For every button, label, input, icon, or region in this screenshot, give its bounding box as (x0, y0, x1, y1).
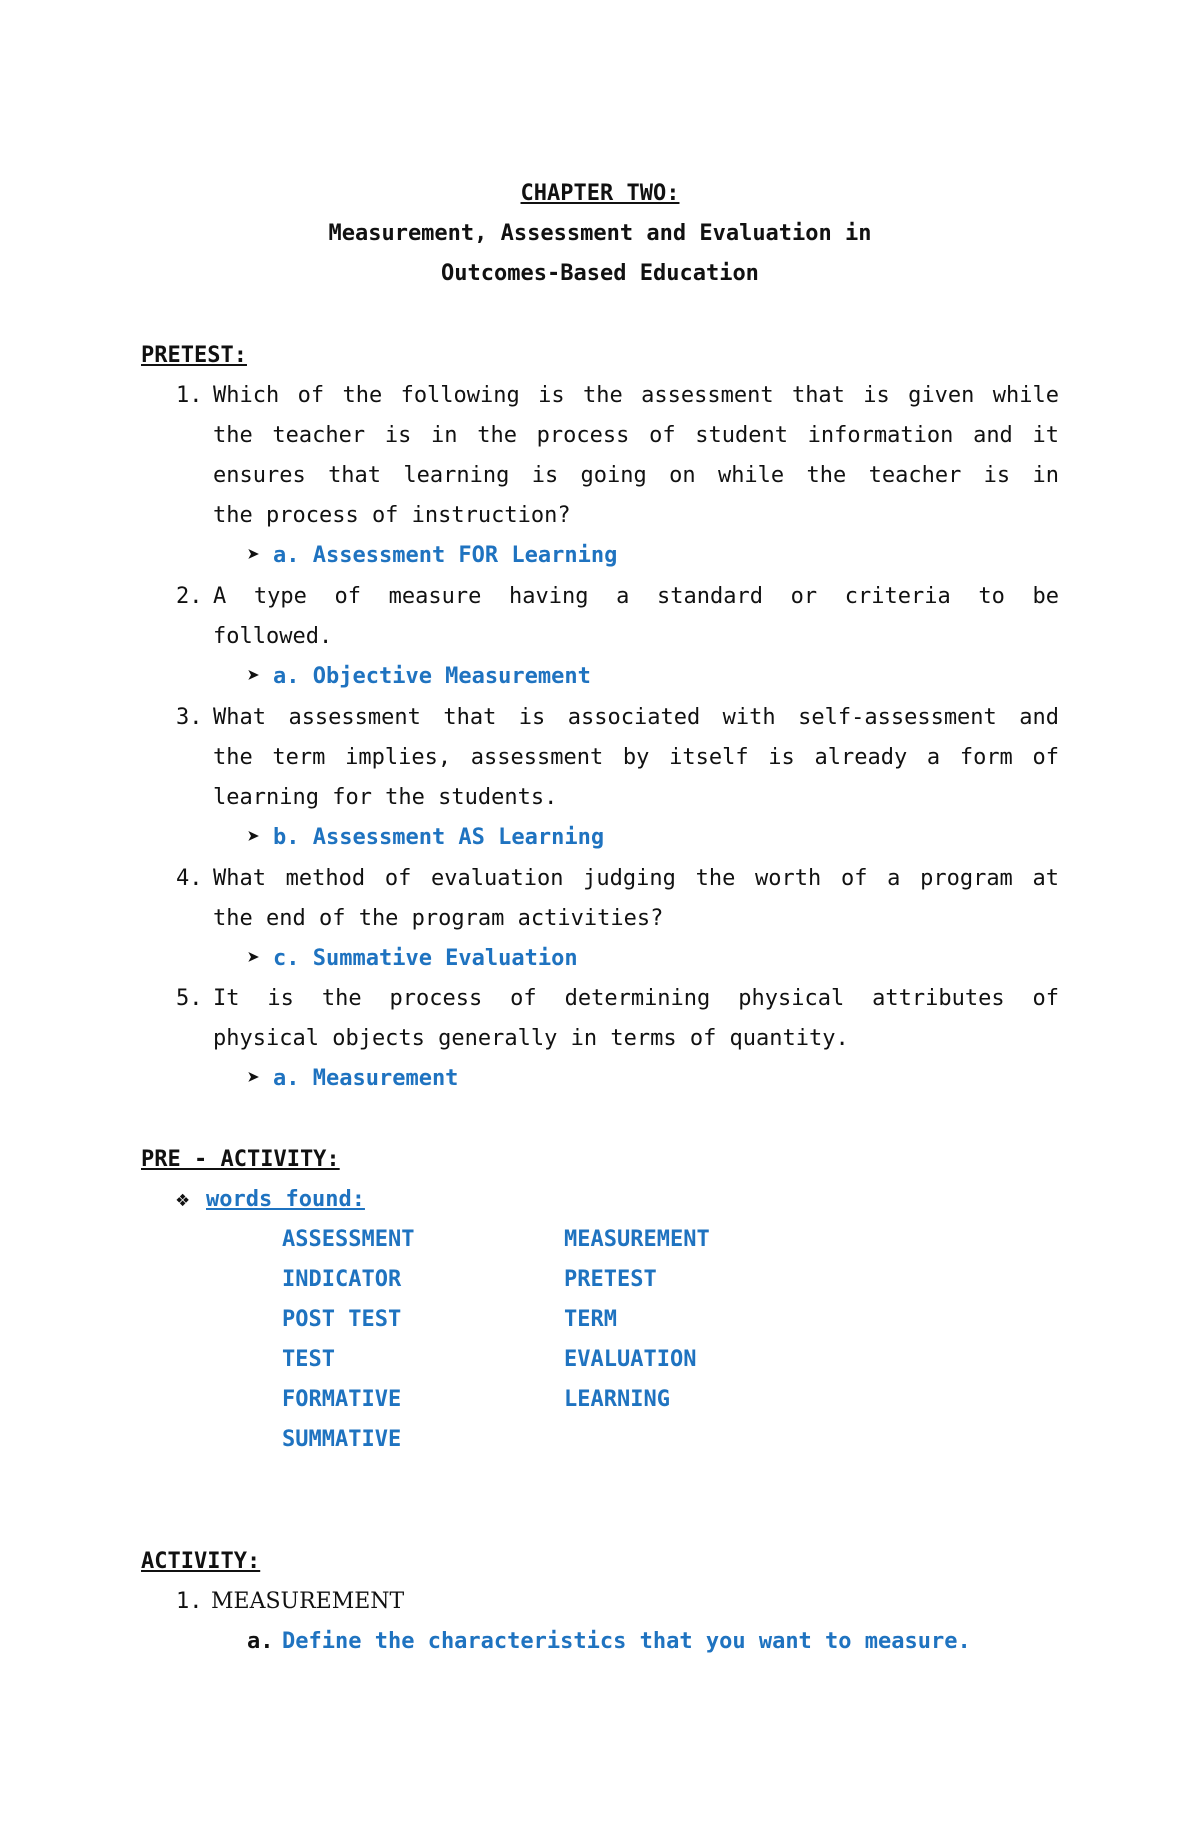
pretest-heading: PRETEST: (141, 343, 247, 368)
question-1-line-2: the teacher is in the process of student information and it (213, 423, 1059, 448)
answer-4 (247, 946, 578, 971)
word-item: SUMMATIVE (282, 1427, 402, 1452)
question-number: 1. (176, 383, 203, 408)
words-found-label: words found: (206, 1187, 365, 1212)
activity-item-number: 1. (176, 1589, 203, 1614)
word-item: FORMATIVE (282, 1387, 402, 1412)
word-item: TEST (282, 1347, 335, 1372)
arrowhead-bullet-icon: ➤ (247, 1066, 261, 1091)
activity-heading: ACTIVITY: (141, 1549, 261, 1574)
title-line-1: Measurement, Assessment and Evaluation in (328, 221, 872, 246)
arrowhead-bullet-icon: ➤ (247, 946, 261, 971)
answer-1 (247, 543, 617, 568)
chapter-heading: CHAPTER TWO: (520, 181, 680, 206)
question-5-line-2: physical objects generally in terms of quantity. (213, 1026, 849, 1051)
word-item: LEARNING (564, 1387, 670, 1412)
arrowhead-bullet-icon: ➤ (247, 543, 261, 568)
pre-activity-heading: PRE - ACTIVITY: (141, 1147, 340, 1172)
four-diamond-bullet-icon: ❖ (176, 1187, 190, 1212)
arrowhead-bullet-icon: ➤ (247, 825, 261, 850)
word-item: MEASUREMENT (564, 1227, 710, 1252)
question-number: 3. (176, 705, 203, 730)
arrowhead-bullet-icon: ➤ (247, 664, 261, 689)
question-number: 5. (176, 986, 203, 1011)
answer-text: a. Measurement (273, 1066, 459, 1091)
question-1-line-1: Which of the following is the assessment that is given while (213, 383, 1059, 408)
word-item: ASSESSMENT (282, 1227, 415, 1252)
word-item: INDICATOR (282, 1267, 402, 1292)
word-item: EVALUATION (564, 1347, 697, 1372)
question-5-line-1: It is the process of determining physical attributes of (213, 986, 1059, 1011)
activity-item-label: MEASUREMENT (211, 1589, 405, 1614)
word-item: POST TEST (282, 1307, 402, 1332)
answer-text: a. Objective Measurement (273, 664, 591, 689)
question-2-line-2: followed. (213, 624, 333, 649)
question-2-line-1: A type of measure having a standard or criteria to be (213, 584, 1059, 609)
answer-text: c. Summative Evaluation (273, 946, 578, 971)
answer-2 (247, 664, 591, 689)
activity-sub-text: Define the characteristics that you want to measure. (282, 1629, 971, 1654)
answer-3 (247, 825, 604, 850)
question-number: 2. (176, 584, 203, 609)
question-4-line-1: What method of evaluation judging the worth of a program at (213, 866, 1059, 891)
question-1-line-4: the process of instruction? (213, 503, 571, 528)
answer-text: b. Assessment AS Learning (273, 825, 605, 850)
answer-5 (247, 1066, 458, 1091)
question-3-line-3: learning for the students. (213, 785, 558, 810)
words-found-row (176, 1187, 365, 1212)
question-number: 4. (176, 866, 203, 891)
question-4-line-2: the end of the program activities? (213, 906, 664, 931)
answer-text: a. Assessment FOR Learning (273, 543, 618, 568)
question-1-line-3: ensures that learning is going on while the teacher is in (213, 463, 1059, 488)
word-item: PRETEST (564, 1267, 657, 1292)
question-3-line-2: the term implies, assessment by itself is already a form of (213, 745, 1059, 770)
question-3-line-1: What assessment that is associated with self-assessment and (213, 705, 1059, 730)
word-item: TERM (564, 1307, 617, 1332)
activity-sub-letter: a. (247, 1629, 274, 1654)
title-line-2: Outcomes-Based Education (441, 261, 759, 286)
